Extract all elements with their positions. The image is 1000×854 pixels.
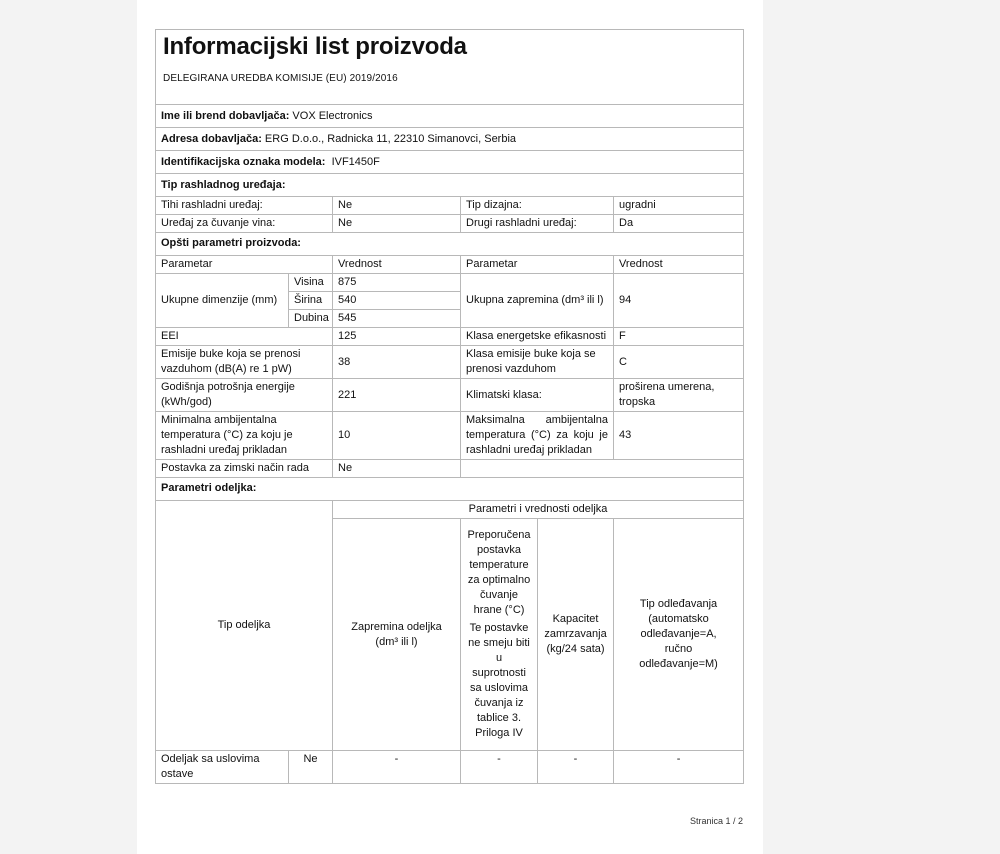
supplier-name-value: VOX Electronics (289, 109, 373, 122)
dimension-name: Visina (289, 274, 333, 292)
param-label: Klasa emisije buke koja se prenosi vazduhom (461, 346, 614, 379)
winter-mode-row (156, 460, 744, 478)
param-value: 43 (614, 412, 744, 460)
model-id-label: Identifikacijska oznaka modela: (161, 155, 326, 168)
param-row (156, 346, 744, 379)
param-label: Emisije buke koja se prenosi vazduhom (dB(A) re 1 pW) (156, 346, 333, 379)
param-value: proširena umerena, tropska (614, 379, 744, 412)
label-cell: Drugi rashladni uređaj: (461, 215, 614, 233)
column-header: Vrednost (333, 256, 461, 274)
param-label: Klimatski klasa: (461, 379, 614, 412)
temperature-header-line2: Te postavke ne smeju biti u suprotnosti sa uslovima čuvanja iz tablice 3. Priloga IV (468, 622, 530, 739)
param-label: EEI (156, 328, 333, 346)
param-value: 125 (333, 328, 461, 346)
supplier-address-row (156, 128, 744, 151)
compartment-params-heading: Parametri odeljka: (156, 478, 744, 501)
supplier-name-row (156, 105, 744, 128)
value-cell: Ne (333, 215, 461, 233)
value-cell: ugradni (614, 197, 744, 215)
param-row (156, 379, 744, 412)
compartment-type: Odeljak sa uslovima ostave (156, 751, 289, 784)
compartment-row (156, 751, 744, 784)
header-table (155, 29, 744, 501)
compartment-present: Ne (289, 751, 333, 784)
appliance-type-heading: Tip rashladnog uređaja: (156, 174, 744, 197)
param-value: 38 (333, 346, 461, 379)
param-label: Klasa energetske efikasnosti (461, 328, 614, 346)
supplier-address-value: ERG D.o.o., Radnicka 11, 22310 Simanovci, Serbia (261, 132, 517, 145)
compartment-type-header: Tip odeljka (156, 501, 333, 751)
compartment-table (155, 500, 744, 784)
temperature-header-line1: Preporučena postavka temperature za optimalno čuvanje hrane (°C) (467, 529, 531, 616)
compartment-defrost-type: - (614, 751, 744, 784)
param-row (156, 412, 744, 460)
document-page (137, 0, 763, 854)
winter-mode-value: Ne (333, 460, 461, 478)
compartment-temperature: - (461, 751, 538, 784)
dimension-name: Širina (289, 292, 333, 310)
appliance-type-row (156, 215, 744, 233)
winter-mode-label: Postavka za zimski način rada (156, 460, 333, 478)
page-number: Stranica 1 / 2 (689, 816, 743, 826)
value-cell: Da (614, 215, 744, 233)
total-volume-label: Ukupna zapremina (dm³ ili l) (461, 274, 614, 328)
dimensions-label: Ukupne dimenzije (mm) (156, 274, 289, 328)
appliance-type-row (156, 197, 744, 215)
volume-column-header: Zapremina odeljka (dm³ ili l) (333, 519, 461, 751)
param-label: Maksimalna ambijentalna temperatura (°C) za koju je rashladni uređaj prikladan (461, 412, 614, 460)
column-header: Vrednost (614, 256, 744, 274)
param-label: Minimalna ambijentalna temperatura (°C) za koju je rashladni uređaj prikladan (156, 412, 333, 460)
compartment-volume: - (333, 751, 461, 784)
total-volume-value: 94 (614, 274, 744, 328)
product-information-sheet (155, 29, 743, 784)
compartment-group-header: Parametri i vrednosti odeljka (333, 501, 744, 519)
page-title: Informacijski list proizvoda (163, 33, 467, 60)
supplier-name-label: Ime ili brend dobavljača: (161, 109, 290, 122)
compartment-freezing-capacity: - (538, 751, 614, 784)
label-cell: Tip dizajna: (461, 197, 614, 215)
param-value: 10 (333, 412, 461, 460)
param-label: Godišnja potrošnja energije (kWh/god) (156, 379, 333, 412)
column-header: Parametar (461, 256, 614, 274)
freezing-capacity-column-header: Kapacitet zamrzavanja (kg/24 sata) (538, 519, 614, 751)
general-params-heading: Opšti parametri proizvoda: (156, 233, 744, 256)
defrost-type-column-header: Tip odleđavanja (automatsko odleđavanje=A, ručno odleđavanje=M) (614, 519, 744, 751)
label-cell: Uređaj za čuvanje vina: (156, 215, 333, 233)
dimension-value: 875 (333, 274, 461, 292)
param-value: F (614, 328, 744, 346)
general-params-header-row (156, 256, 744, 274)
regulation-subtitle: DELEGIRANA UREDBA KOMISIJE (EU) 2019/2016 (163, 73, 398, 84)
dimensions-row (156, 274, 744, 292)
model-id-value: IVF1450F (325, 155, 380, 168)
empty-cell (461, 460, 744, 478)
label-cell: Tihi rashladni uređaj: (156, 197, 333, 215)
param-row (156, 328, 744, 346)
dimension-value: 545 (333, 310, 461, 328)
temperature-column-header (461, 519, 538, 751)
model-id-row (156, 151, 744, 174)
column-header: Parametar (156, 256, 333, 274)
param-value: 221 (333, 379, 461, 412)
value-cell: Ne (333, 197, 461, 215)
param-value: C (614, 346, 744, 379)
dimension-name: Dubina (289, 310, 333, 328)
supplier-address-label: Adresa dobavljača: (161, 132, 262, 145)
title-block (156, 30, 744, 105)
dimension-value: 540 (333, 292, 461, 310)
